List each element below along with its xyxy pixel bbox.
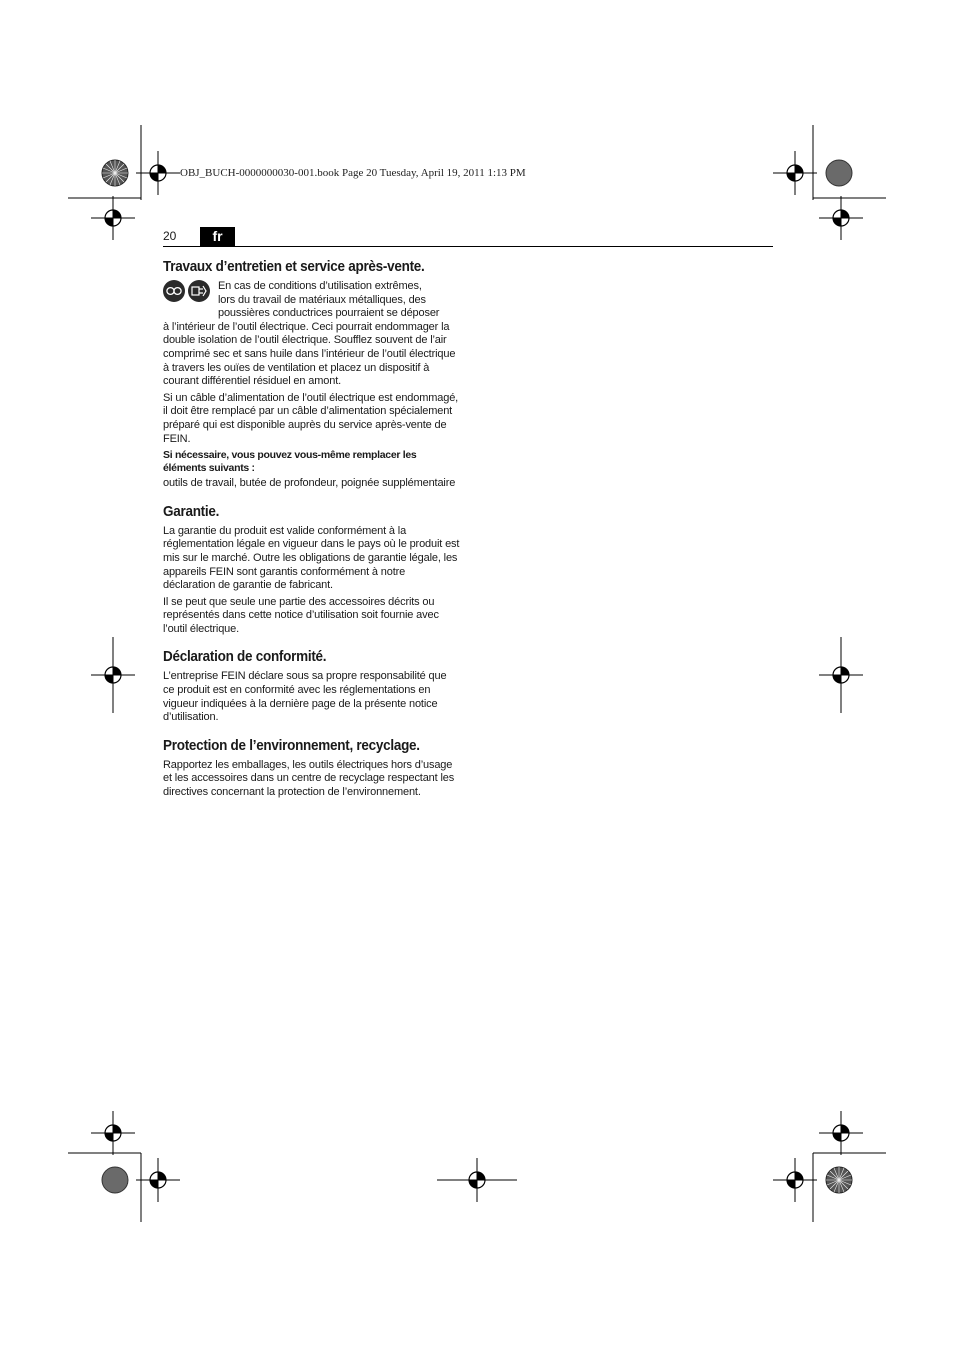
section-conformity: [163, 648, 460, 724]
warranty-paragraph-2: Il se peut que seule une partie des accessoires décrits ou représentés dans cette notice d’utilisation soit fournie avec l’outil électrique.: [163, 595, 439, 635]
section-environment: [163, 737, 460, 800]
cable-paragraph: Si un câble d’alimentation de l’outil électrique est endommagé, il doit être remplacé par un câble d’alimentation spécialement préparé qui est disponible auprès du service après-vente de FEIN.: [163, 391, 459, 445]
warning-line-1: En cas de conditions d’utilisation extrêmes,: [218, 280, 422, 292]
book-slug: OBJ_BUCH-0000000030-001.book Page 20 Tuesday, April 19, 2011 1:13 PM: [180, 167, 526, 179]
environment-paragraph: Rapportez les emballages, les outils électriques hors d’usage et les accessoires dans un centre de recyclage respectant les directives concernant la protection de l’environnement.: [163, 758, 455, 799]
section-title: Protection de l’environnement, recyclage.: [163, 736, 420, 754]
goggles-icon: [163, 280, 185, 302]
warning-line-2: lors du travail de matériaux métalliques, des: [218, 293, 426, 306]
section-title: Travaux d’entretien et service après-vente.: [163, 258, 425, 275]
section-title: Déclaration de conformité.: [163, 648, 327, 666]
conformity-paragraph: L’entreprise FEIN déclare sous sa propre responsabilité que ce produit est en conformité avec les réglementations en vigueur indiquées à la dernière page de la présente notice d’utilisation.: [163, 670, 447, 724]
language-tab: fr: [200, 227, 235, 246]
replaceable-list: outils de travail, butée de profondeur, poignée supplémentaire: [163, 477, 456, 490]
warning-block: [163, 280, 460, 321]
text-column: [163, 258, 460, 803]
warning-line-3: poussières conductrices pourraient se déposer: [218, 307, 440, 320]
unplug-icon: [188, 280, 210, 302]
section-title: Garantie.: [163, 502, 220, 520]
page-number: 20: [163, 229, 177, 243]
header-rule: [163, 246, 773, 247]
replaceable-note: Si nécessaire, vous pouvez vous-même remplacer les éléments suivants :: [163, 449, 417, 474]
section-warranty: [163, 503, 460, 637]
section-maintenance: [163, 258, 460, 491]
warranty-paragraph-1: La garantie du produit est valide conformément à la réglementation légale en vigueur dans le pays où le produit est mis sur le marché. Outre les obligations de garantie légale, les appareils FEIN sont garantis conformément à notre déclaration de garantie de fabricant.: [163, 524, 460, 592]
warning-paragraph: à l’intérieur de l’outil électrique. Ceci pourrait endommager la double isolation de l’outil électrique. Soufflez souvent de l’air comprimé sec et sans huile dans l’intérieur de l’outil électrique à travers les ouïes de ventilation et placez un dispositif à courant différentiel résiduel en amont.: [163, 320, 456, 388]
warning-icons: [163, 280, 210, 302]
